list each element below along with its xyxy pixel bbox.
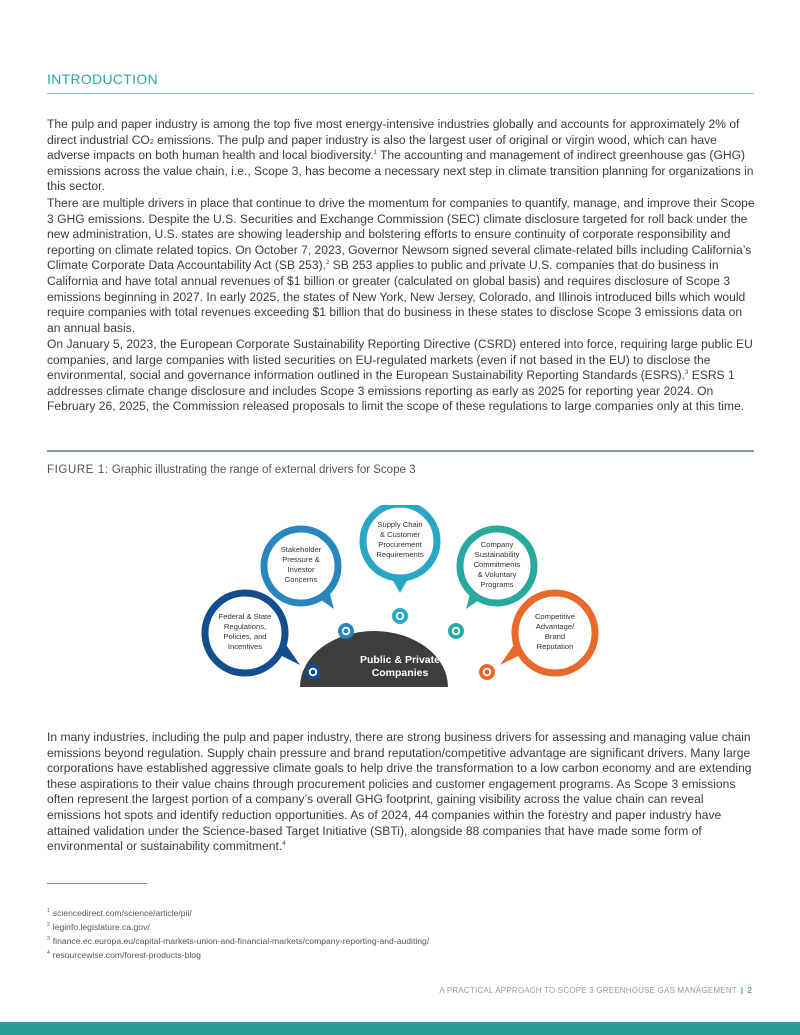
center-label-line1: Public & Private — [360, 654, 440, 666]
driver-label-line: Pressure & — [282, 555, 320, 564]
driver-label-line: Sustainability — [474, 550, 520, 559]
paragraph-4: In many industries, including the pulp and paper industry, there are strong business drivers for assessing and managing value chain emissions beyond regulation. Supply chain pressure and brand reputation/competitive advantage are significant drivers. Many large corporations have established aggressive climate goals to help drive the transformation to a low carbon economy and are extending these aspirations to their value chains through procurement policies and customer engagement programs. As Scope 3 emissions often represent the largest portion of a company’s overall GHG footprint, gaining visibility across the value chain can reveal emissions hot spots and identify reduction opportunities. As of 2024, 44 companies within the forestry and paper industry have attained validation under the Science-based Target Initiative (SBTi), alongside 88 companies that have made some form of environmental or sustainability commitment.$^4$ — [47, 730, 752, 854]
connector-dot-stakeholder — [338, 623, 354, 639]
figure-caption: FIGURE 1: Graphic illustrating the range of external drivers for Scope 3 — [47, 464, 416, 476]
connector-dot-federal — [305, 664, 321, 680]
driver-label-line: Reputation — [536, 642, 574, 651]
driver-label-line: & Customer — [379, 530, 421, 539]
footnotes — [47, 905, 429, 962]
driver-label-line: Federal & State — [218, 612, 272, 621]
footer-separator: | — [740, 986, 744, 995]
driver-supply-chain — [363, 505, 437, 593]
page-footer — [439, 986, 752, 995]
driver-competitive-advantage — [500, 593, 595, 673]
section-divider — [47, 93, 754, 94]
driver-label-line: Advantage/ — [535, 622, 575, 631]
connector-dot-competitive — [479, 664, 495, 680]
drivers-diagram — [200, 505, 610, 690]
paragraph-3: On January 5, 2023, the European Corporate Sustainability Reporting Directive (CSRD) entered into force, requiring large public EU companies, and large companies with listed securities on EU-regulated markets (even if not based in the EU) to disclose the environmental, social and governance information outlined in the European Sustainability Reporting Standards (ESRS).$^3$ ESRS 1 addresses climate change disclosure and includes Scope 3 emissions reporting as early as 2025 for reporting year 2024. On February 26, 2025, the Commission released proposals to limit the scope of these regulations to large companies only at this time. — [47, 337, 753, 414]
driver-label-line: Supply Chain — [377, 520, 423, 529]
driver-label-line: Competitive — [534, 612, 576, 621]
driver-stakeholder-pressure — [264, 529, 338, 609]
driver-label-line: Investor — [287, 565, 315, 574]
footnote-item: $^3$ finance.ec.europa.eu/capital-markets-union-and-financial-markets/company-reporting-and-auditing/ — [47, 936, 430, 947]
driver-label-line: Policies, and — [223, 632, 267, 641]
paragraph-1: The pulp and paper industry is among the top five most energy-intensive industries globally and accounts for approximately 2% of direct industrial CO2 emissions. The pulp and paper industry is also the largest user of original or virgin wood, which can have adverse impacts on both human health and local biodiversity.$^1$ The accounting and management of indirect greenhouse gas (GHG) emissions across the value chain, i.e., Scope 3, has become a necessary next step in climate transition planning for organizations in this sector. — [47, 117, 754, 194]
driver-label-line: Procurement — [378, 540, 422, 549]
driver-label-line: Concerns — [284, 575, 318, 584]
driver-supply-chain-label — [376, 520, 423, 559]
figure-divider — [47, 450, 754, 452]
paragraph-2: There are multiple drivers in place that continue to drive the momentum for companies to quantify, manage, and improve their Scope 3 GHG emissions. Despite the U.S. Securities and Exchange Commission (SEC) climate disclosure targeted for roll back under the new administration, U.S. states are showing leadership and bolstering efforts to ensure continuity of corporate responsibility and reporting on climate related topics. On October 7, 2023, Governor Newsom signed several climate-related bills including California’s Climate Corporate Data Accountability Act (SB 253).$^2$ SB 253 applies to public and private U.S. companies that do business in California and have total annual revenues of $1 billion or greater (calculated on global basis) and requires disclosure of Scope 3 emissions beginning in 2027. In early 2025, the states of New York, New Jersey, Colorado, and Illinois introduced bills which would require companies with total revenues exceeding $1 billion that do business in these states to disclose Scope 3 emissions data on an annual basis. — [47, 196, 755, 335]
connector-dot-supply-chain — [392, 608, 408, 624]
driver-label-line: Incentives — [227, 642, 263, 651]
driver-label-line: Programs — [480, 580, 514, 589]
footnote-item: $^2$ leginfo.legislature.ca.gov/ — [47, 922, 150, 933]
driver-label-line: & Voluntary — [477, 570, 517, 579]
footnote-item: $^1$ sciencedirect.com/science/article/pii/ — [47, 907, 192, 918]
footer-title: A PRACTICAL APPROACH TO SCOPE 3 GREENHOUSE GAS MANAGEMENT — [439, 986, 737, 995]
driver-label-line: Commitments — [473, 560, 521, 569]
driver-label-line: Regulations, — [223, 622, 267, 631]
bottom-band — [0, 1022, 800, 1035]
page-number: 2 — [747, 986, 752, 995]
driver-label-line: Brand — [544, 632, 566, 641]
driver-label-line: Company — [480, 540, 514, 549]
footnote-divider — [47, 883, 147, 884]
driver-label-line: Requirements — [376, 550, 424, 559]
connector-dot-company — [448, 623, 464, 639]
driver-federal-state-regulations — [205, 593, 300, 673]
section-title: INTRODUCTION — [47, 71, 158, 87]
driver-label-line: Stakeholder — [280, 545, 322, 554]
driver-company-sustainability — [460, 529, 534, 609]
center-label-line2: Companies — [371, 667, 429, 679]
footnote-item: $^4$ resourcewise.com/forest-products-blog — [47, 950, 201, 961]
